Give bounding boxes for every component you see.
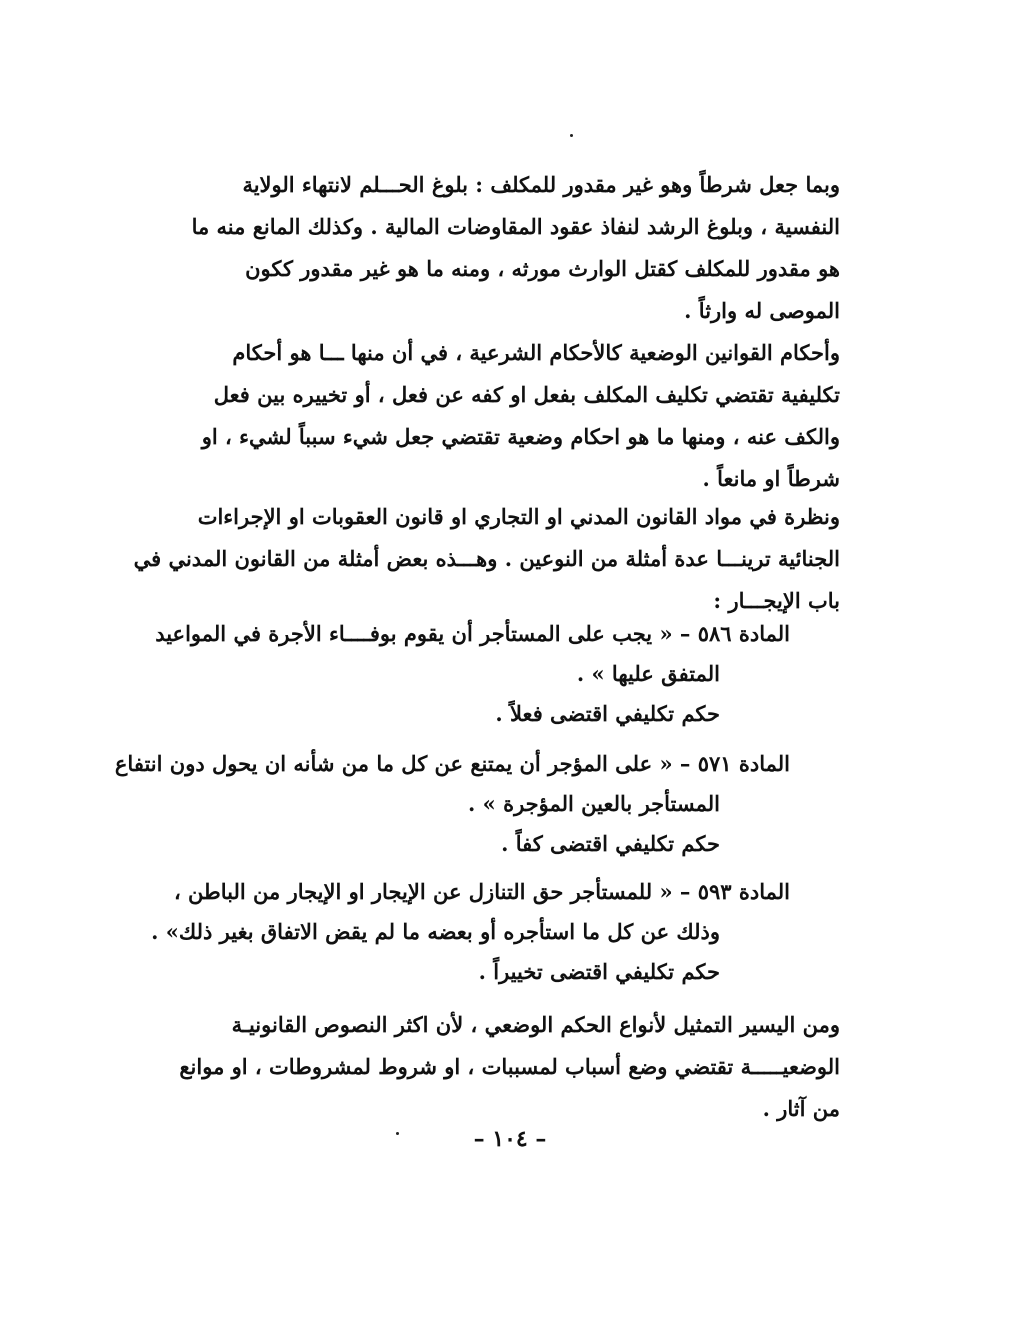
page-number: – ١٠٤ – [473, 1126, 547, 1152]
paragraph-3 [133, 496, 840, 622]
text-line: الجنائية ترينـــا عدة أمثلة من النوعين . وهـــذه بعض أمثلة من القانون المدني في [133, 546, 840, 571]
text-line: شرطاً او مانعاً . [702, 466, 840, 491]
text-line: ومن اليسير التمثيل لأنواع الحكم الوضعي ، لأن اكثر النصوص القانونيـة [231, 1012, 840, 1037]
text-line: الموصى له وارثاً . [684, 298, 840, 323]
article-text: وذلك عن كل ما استأجره أو بعضه ما لم يقض الاتفاق بغير ذلك» . [151, 919, 720, 944]
text-line: الوضعيـــــة تقتضي وضع أسباب لمسببات ، او شروط لمشروطات ، او موانع [179, 1054, 840, 1079]
text-line: تكليفية تقتضي تكليف المكلف بفعل او كفه عن فعل ، أو تخييره بين فعل [213, 382, 840, 407]
article-571 [114, 744, 790, 864]
ruling-note: حكم تكليفي اقتضى فعلاً . [495, 701, 720, 726]
text-line: النفسية ، وبلوغ الرشد لنفاذ عقود المقاوضات المالية . وكذلك المانع منه ما [191, 214, 840, 239]
text-line: باب الإيجـــار : [713, 588, 840, 613]
text-line: ونظرة في مواد القانون المدني او التجاري او قانون العقوبات او الإجراءات [197, 504, 840, 529]
text-line: من آثار . [762, 1096, 840, 1121]
ruling-note: حكم تكليفي اقتضى كفاً . [501, 831, 720, 856]
paragraph-1 [175, 164, 840, 332]
paragraph-2 [175, 332, 840, 500]
article-text: المتفق عليها » . [576, 661, 720, 686]
article-text: المادة ٥٨٦ – « يجب على المستأجر أن يقوم بوفــــاء الأجرة في المواعيد [155, 621, 790, 646]
scan-speck [570, 134, 573, 137]
text-line: وبما جعل شرطاً وهو غير مقدور للمكلف : بلوغ الحـــلم لانتهاء الولاية [242, 172, 840, 197]
text-line: والكف عنه ، ومنها ما هو احكام وضعية تقتضي جعل شيء سبباً لشيء ، او [201, 424, 840, 449]
article-text: المستأجر بالعين المؤجرة » . [468, 791, 720, 816]
article-text: المادة ٥٧١ – « على المؤجر أن يمتنع عن كل ما من شأنه ان يحول دون انتفاع [114, 751, 790, 776]
article-text: المادة ٥٩٣ – « للمستأجر حق التنازل عن الإيجار او الإيجار من الباطن ، [173, 879, 790, 904]
article-593 [151, 872, 790, 992]
ruling-note: حكم تكليفي اقتضى تخييراً . [478, 959, 720, 984]
article-586 [155, 614, 790, 734]
paragraph-4 [175, 1004, 840, 1130]
text-line: هو مقدور للمكلف كقتل الوارث مورثه ، ومنه ما هو غير مقدور ككون [245, 256, 840, 281]
text-line: وأحكام القوانين الوضعية كالأحكام الشرعية ، في أن منها ـــا هو أحكام [232, 340, 840, 365]
